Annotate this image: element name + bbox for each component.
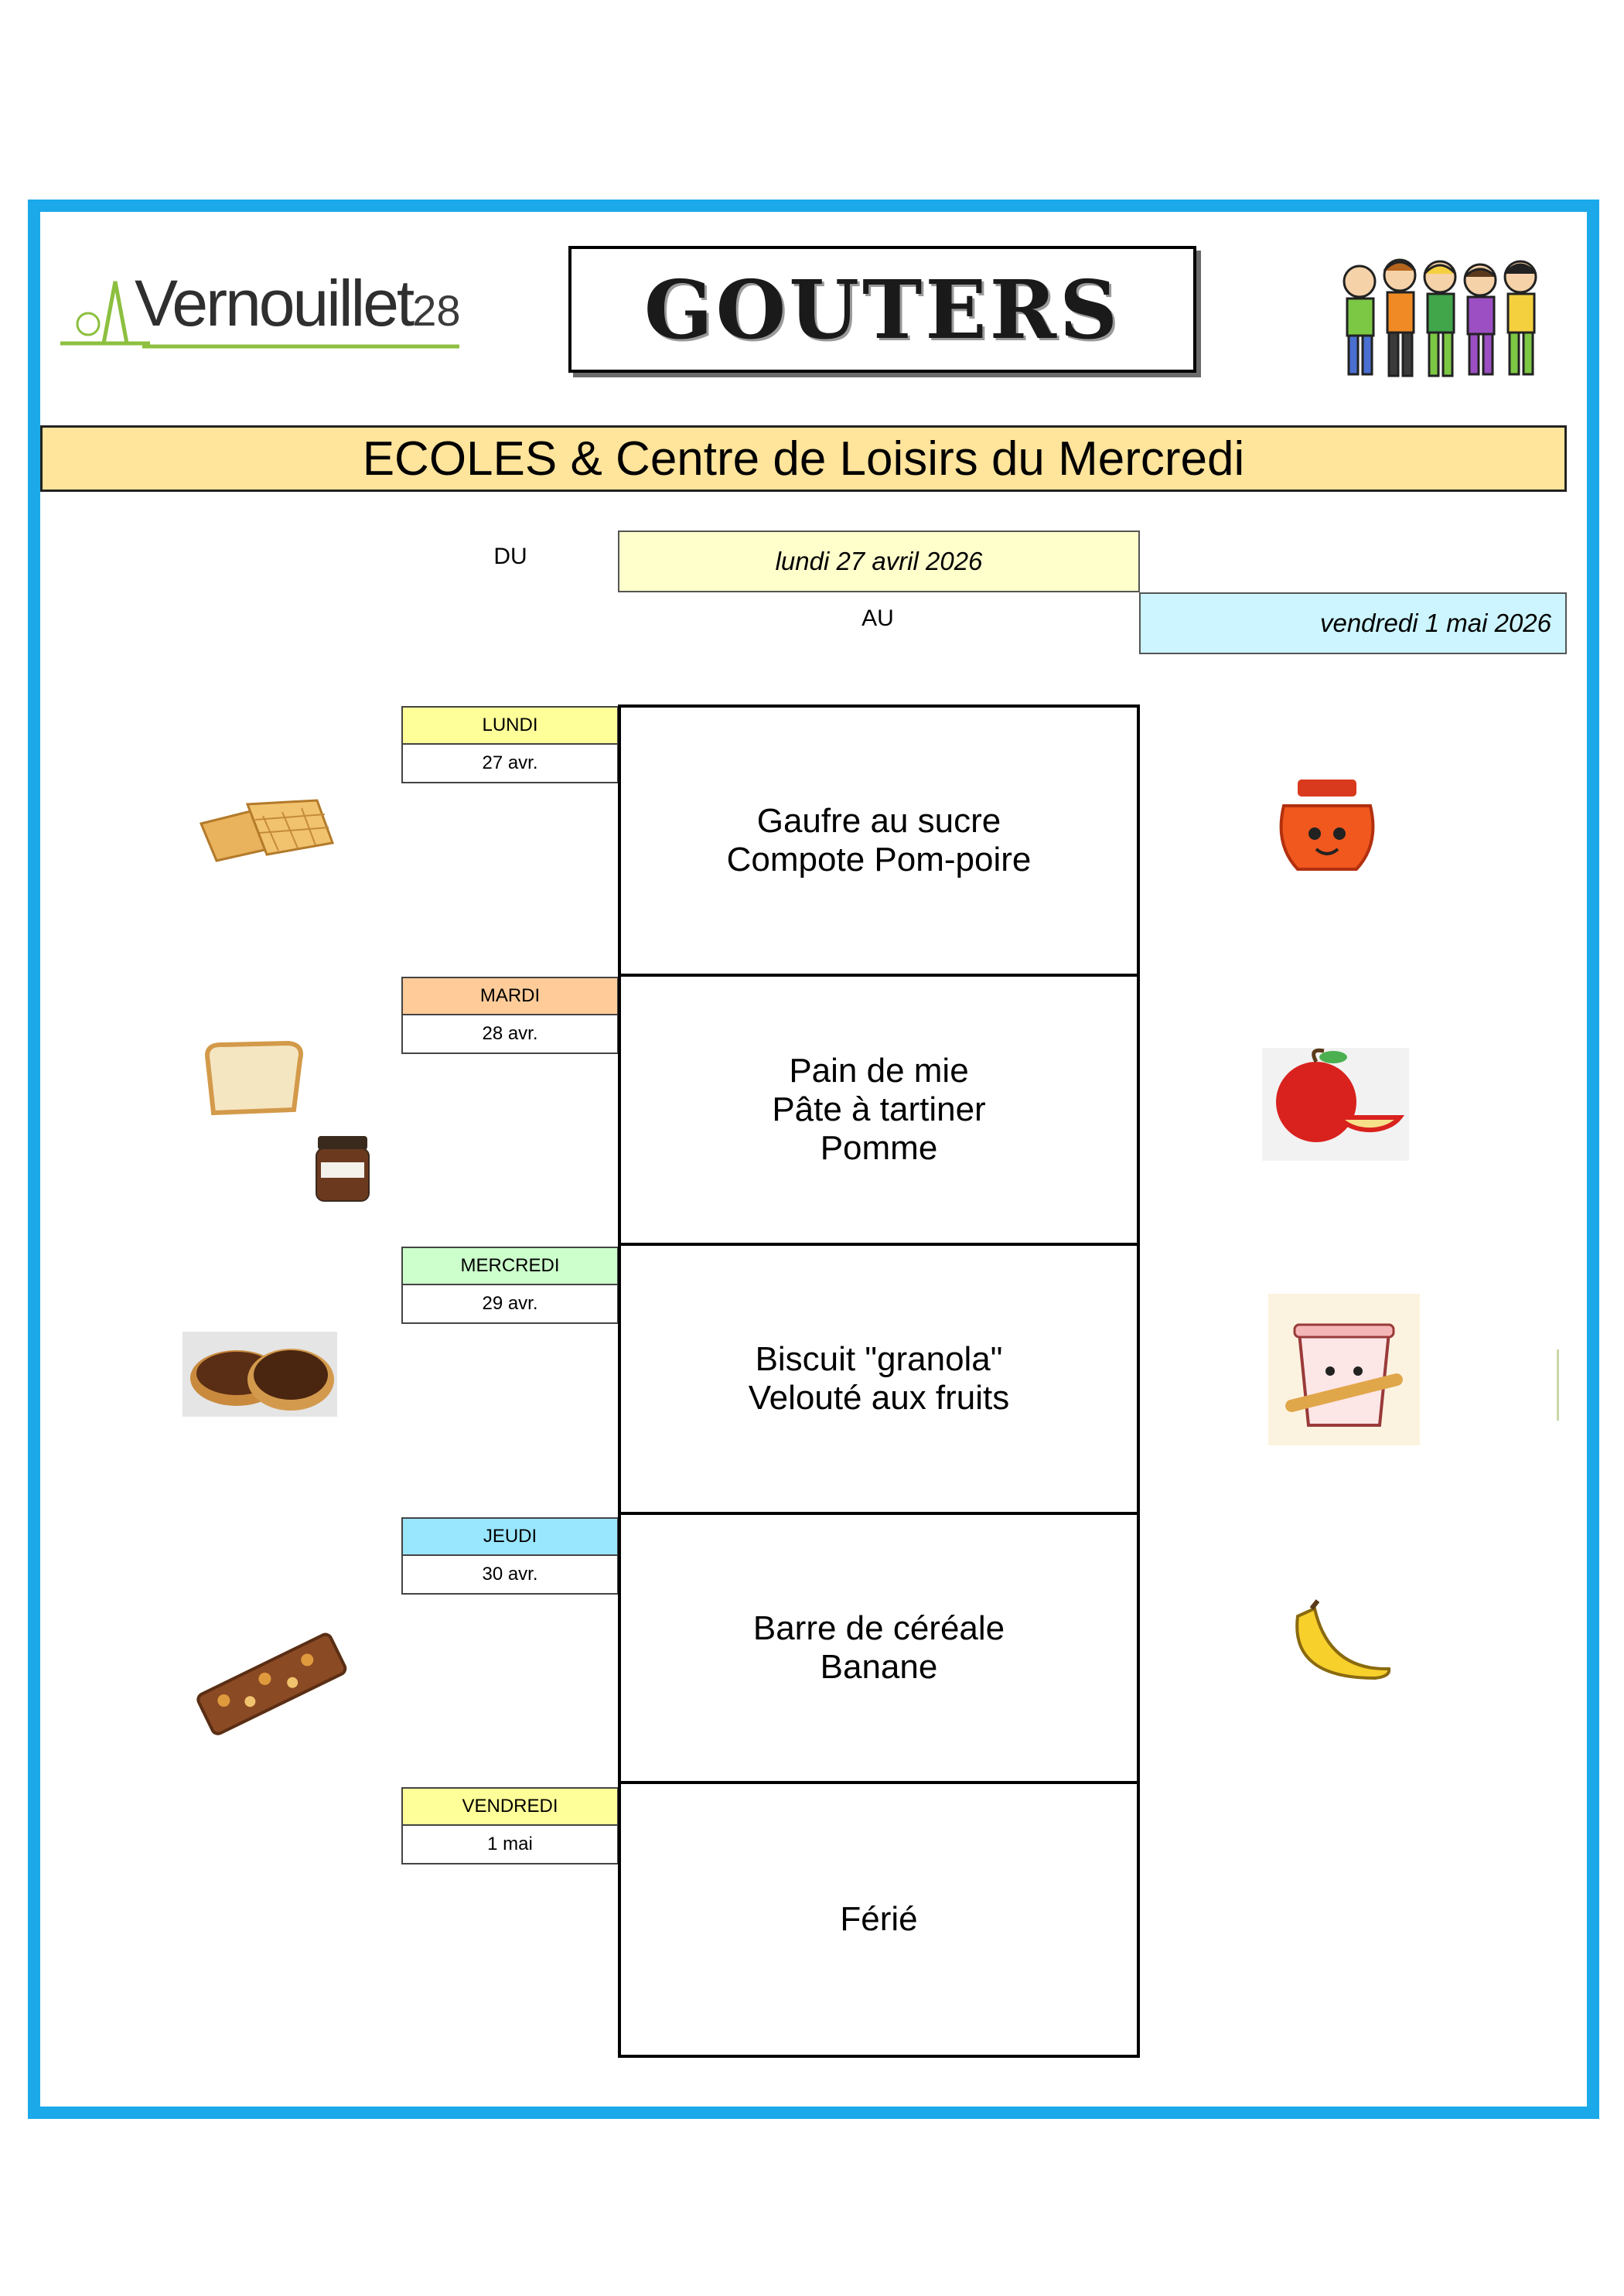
apple-compote-jar-icon [1267,775,1387,877]
menu-cell-mardi: Pain de mie Pâte à tartiner Pomme [618,974,1140,1246]
logo-number: 28 [412,286,461,335]
du-date-text: lundi 27 avril 2026 [775,547,983,575]
children-group-icon [1322,254,1554,390]
cereal-bar-icon [189,1624,352,1740]
day-header-jeudi: JEUDI [401,1517,619,1556]
day-date-lundi: 27 avr. [401,745,619,783]
schools-banner: ECOLES & Centre de Loisirs du Mercredi [40,425,1567,492]
au-date-text: vendredi 1 mai 2026 [1319,609,1551,637]
day-date-mercredi: 29 avr. [401,1285,619,1324]
day-header-vendredi: VENDREDI [401,1787,619,1826]
day-header-mercredi: MERCREDI [401,1247,619,1285]
chocolate-biscuit-icon [183,1332,337,1417]
page-title: GOUTERS [643,261,1121,357]
au-label: AU [861,606,894,631]
du-label: DU [493,544,527,569]
day-date-jeudi: 30 avr. [401,1556,619,1595]
menu-cell-jeudi: Barre de céréale Banane [618,1512,1140,1784]
apple-icon [1262,1048,1409,1161]
logo-underline [57,266,475,356]
menu-cell-lundi: Gaufre au sucre Compote Pom-poire [618,704,1140,977]
vernouillet-logo [57,266,475,356]
day-header-mardi: MARDI [401,977,619,1015]
title-box [568,246,1196,373]
menu-cell-vendredi: Férié [618,1781,1140,2058]
chocolate-spread-jar-icon [313,1133,372,1204]
du-date [618,531,1140,592]
waffle-icon [193,793,340,862]
logo-name: Vernouillet [135,267,413,339]
menu-cell-mercredi: Biscuit "granola" Velouté aux fruits [618,1243,1140,1515]
au-date [1139,592,1567,654]
day-header-lundi: LUNDI [401,706,619,745]
yogurt-icon [1268,1294,1420,1445]
decorative-divider [1557,1349,1559,1421]
banana-icon [1274,1578,1406,1709]
day-date-vendredi: 1 mai [401,1826,619,1864]
day-date-mardi: 28 avr. [401,1015,619,1054]
bread-slice-icon [200,1040,308,1117]
